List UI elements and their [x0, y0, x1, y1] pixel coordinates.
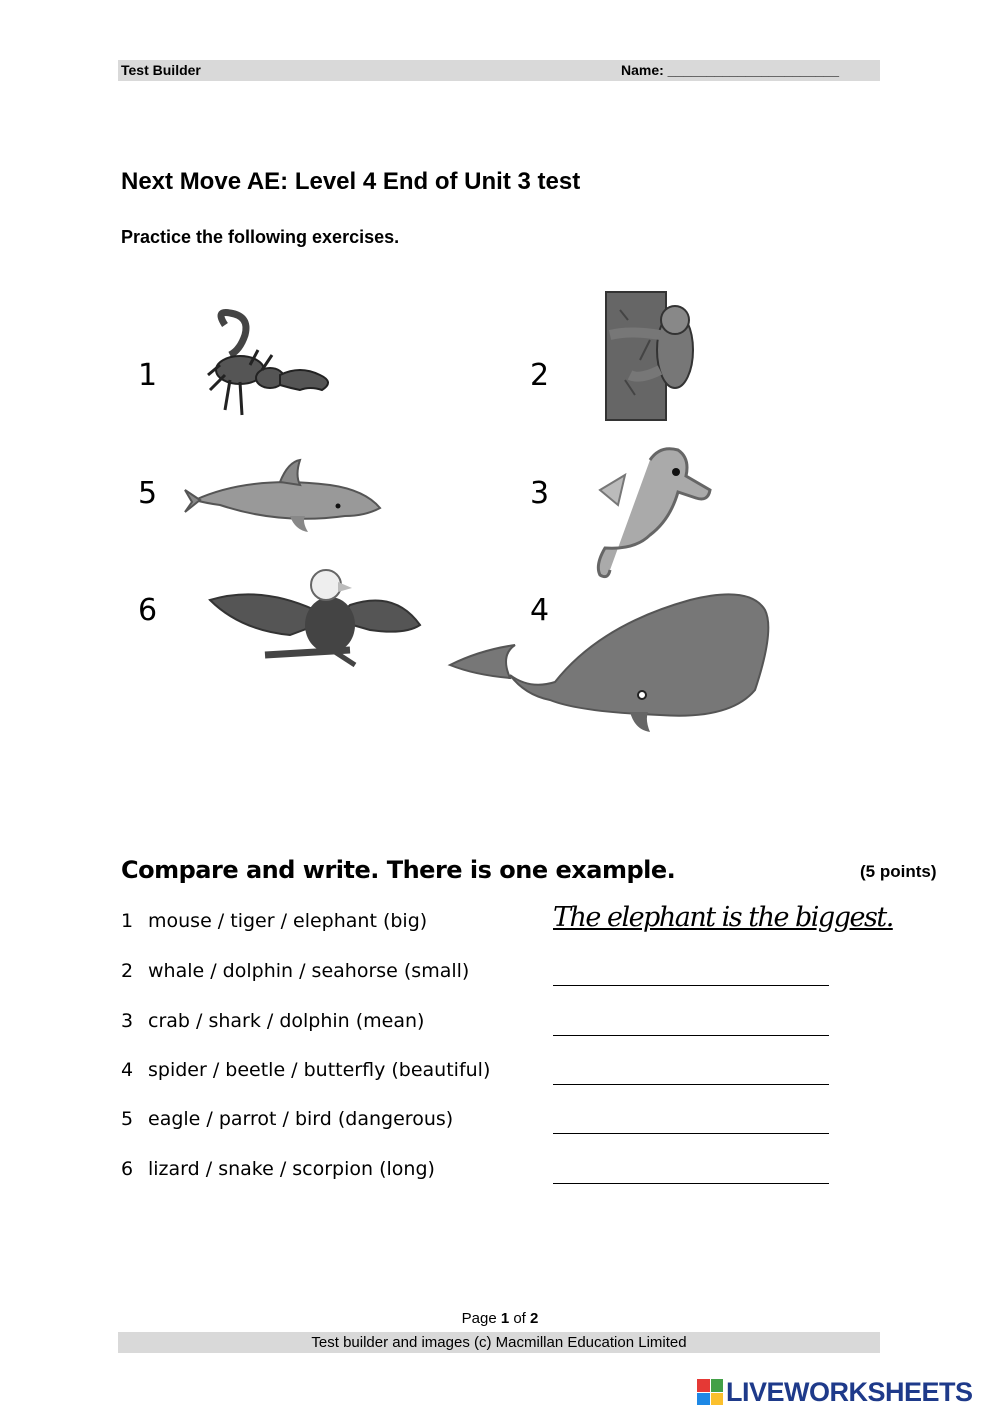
footer-copyright: Test builder and images (c) Macmillan Education Limited [118, 1332, 880, 1353]
exercise-item [121, 902, 893, 940]
illustration-number-4: 4 [530, 593, 550, 628]
dolphin-illustration [185, 460, 380, 532]
item-prompt: mouse / tiger / elephant (big) [148, 910, 428, 932]
animal-illustrations [130, 280, 790, 750]
item-number: 6 [121, 1158, 134, 1180]
exercise-points: (5 points) [860, 862, 937, 881]
page-of: of [509, 1310, 531, 1327]
whale-illustration [450, 594, 768, 732]
item-number: 5 [121, 1108, 134, 1130]
item-number: 3 [121, 1010, 134, 1032]
header-bar [118, 60, 880, 81]
answer-input-line[interactable] [553, 985, 829, 986]
item-number: 4 [121, 1059, 134, 1081]
header-name-field: Name: ______________________ [621, 62, 839, 78]
illustration-number-5: 5 [138, 476, 158, 511]
illustration-number-1: 1 [138, 358, 158, 393]
item-number: 1 [121, 910, 134, 932]
example-answer: The elephant is the biggest. [553, 902, 893, 933]
illustration-number-6: 6 [138, 593, 158, 628]
page-prefix: Page [461, 1310, 501, 1327]
eagle-illustration [210, 570, 420, 665]
header-test-builder: Test Builder [121, 62, 201, 78]
item-prompt: spider / beetle / butterfly (beautiful) [148, 1059, 491, 1081]
item-prompt: crab / shark / dolphin (mean) [148, 1010, 425, 1032]
orangutan-illustration [606, 292, 693, 420]
exercise-item [121, 1059, 841, 1089]
seahorse-illustration [598, 449, 710, 577]
page-current: 1 [500, 1310, 510, 1327]
answer-input-line[interactable] [553, 1133, 829, 1134]
exercise-item [121, 960, 841, 990]
item-prompt: whale / dolphin / seahorse (small) [148, 960, 470, 982]
page-number [0, 1310, 1000, 1327]
item-prompt: eagle / parrot / bird (dangerous) [148, 1108, 454, 1130]
illustration-number-3: 3 [530, 476, 550, 511]
answer-input-line[interactable] [553, 1183, 829, 1184]
exercise-item [121, 1108, 841, 1138]
liveworksheets-logo-text: LIVEWORKSHEETS [726, 1376, 973, 1407]
illustration-number-2: 2 [530, 358, 550, 393]
page-subtitle: Practice the following exercises. [121, 227, 400, 247]
liveworksheets-logo[interactable] [697, 1377, 973, 1407]
exercise-item [121, 1158, 841, 1188]
page-title: Next Move AE: Level 4 End of Unit 3 test [121, 168, 581, 195]
scorpion-illustration [208, 313, 328, 416]
answer-input-line[interactable] [553, 1035, 829, 1036]
exercise-item [121, 1010, 841, 1040]
answer-input-line[interactable] [553, 1084, 829, 1085]
item-prompt: lizard / snake / scorpion (long) [148, 1158, 435, 1180]
exercise-title: Compare and write. There is one example. [121, 856, 676, 884]
item-number: 2 [121, 960, 134, 982]
page-total: 2 [530, 1310, 539, 1327]
liveworksheets-logo-icon [697, 1379, 723, 1405]
